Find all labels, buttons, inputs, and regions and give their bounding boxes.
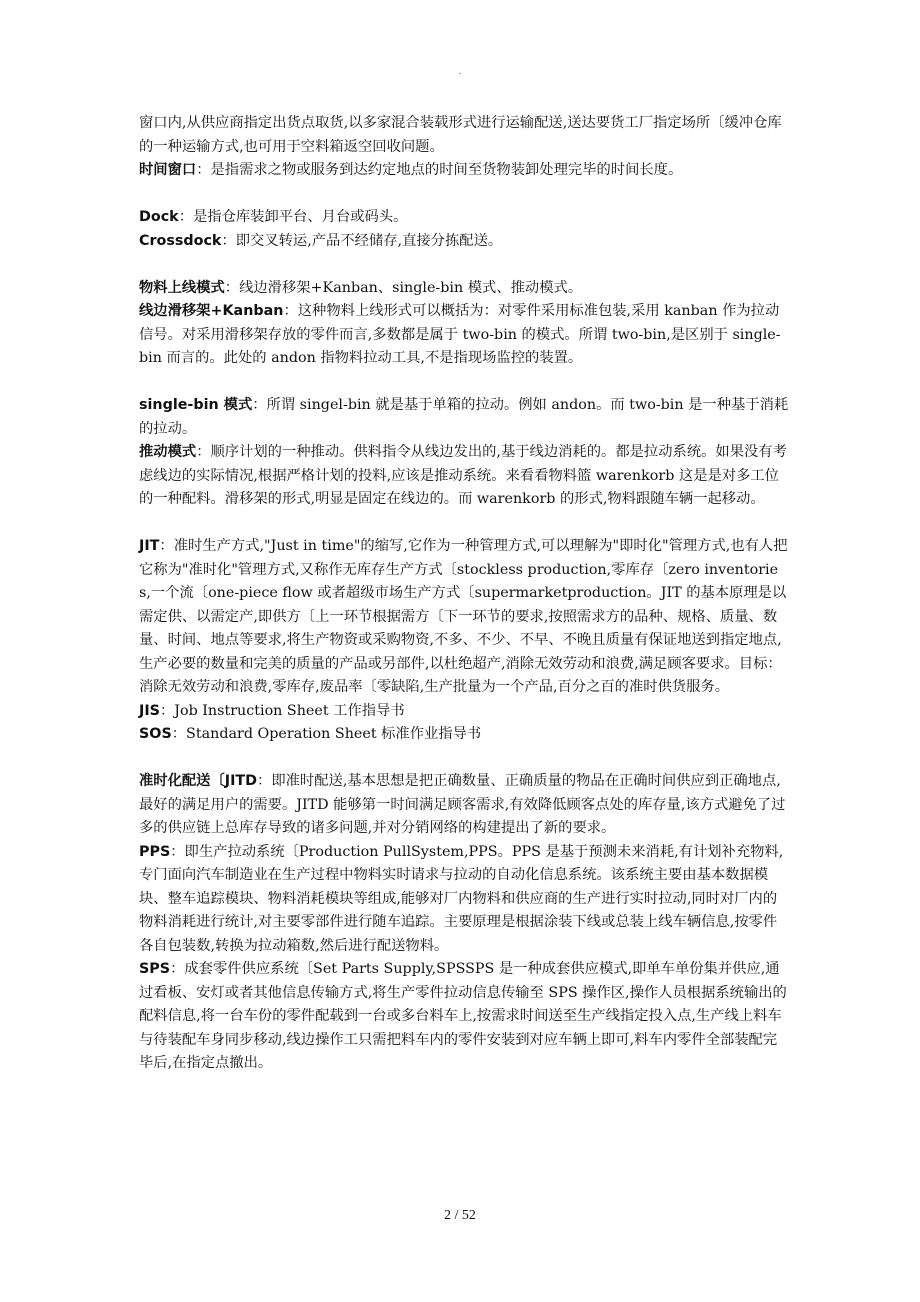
- definition-text: ：即交叉转运,产品不经储存,直接分拣配送。: [221, 232, 503, 249]
- definition-term: 线边滑移架+Kanban: [139, 303, 284, 319]
- definition-term: Crossdock: [139, 232, 222, 249]
- paragraph-gap: [139, 183, 789, 207]
- paragraph: [139, 841, 789, 959]
- definition-text: ：所谓 singel-bin 就是基于单箱的拉动。例如 andon。而 two-bin 是一种基于消耗的拉动。: [139, 397, 789, 437]
- paragraph: [139, 230, 789, 254]
- page-number: 2 / 52: [444, 1208, 476, 1223]
- definition-term: PPS: [139, 843, 171, 860]
- definition-term: single-bin 模式: [139, 397, 253, 413]
- header-mark: .: [458, 66, 462, 77]
- definition-term: 物料上线模式: [139, 279, 225, 296]
- paragraph: [139, 535, 789, 700]
- paragraph: [139, 159, 789, 183]
- paragraph: [139, 723, 789, 747]
- definition-text: 窗口内,从供应商指定出货点取货,以多家混合装载形式进行运输配送,送达要货工厂指定场所〔缓冲仓库的一种运输方式,也可用于空料箱返空回收问题。: [139, 115, 782, 155]
- definition-term: SOS: [139, 726, 172, 742]
- paragraph: [139, 206, 789, 230]
- definition-term: JIT: [139, 538, 160, 554]
- definition-text: ：准时生产方式,"Just in time"的缩写,它作为一种管理方式,可以理解为"即时化"管理方式,也有人把它称为"准时化"管理方式,又称作无库存生产方式〔stockless production,零库存〔zero inventories,一个流〔one-piece flow 或者超级市场生产方式〔supermarketproduction。JIT 的基本原理是以需定供、以需定产,即供方〔上一环节根据需方〔下一环节的要求,按照需求方的品种、规格、质量、数量、时间、地点等要求,将生产物资或采购物资,不多、不少、不早、不晚且质量有保证地送到指定地点,生产必要的数量和完美的质量的产品或另部件,以杜绝超产,消除无效劳动和浪费,满足顾客要求。目标：消除无效劳动和浪费,零库存,废品率〔零缺陷,生产批量为一个产品,百分之百的准时供货服务。: [139, 538, 788, 695]
- paragraph: [139, 958, 789, 1076]
- definition-text: ：即生产拉动系统〔Production PullSystem,PPS。PPS 是基于预测未来消耗,有计划补充物料,专门面向汽车制造业在生产过程中物料实时请求与拉动的自动化信息系统。该系统主要由基本数据模块、整车追踪模块、物料消耗模块等组成,能够对厂内物料和供应商的生产进行实时拉动,同时对厂内的物料消耗进行统计,对主要零部件进行随车追踪。主要原理是根据涂装下线或总装上线车辆信息,按零件各自包装数,转换为拉动箱数,然后进行配送物料。: [139, 843, 784, 954]
- definition-term: 准时化配送〔JITD: [139, 773, 258, 789]
- paragraph-gap: [139, 253, 789, 277]
- definition-text: ：线边滑移架+Kanban、single-bin 模式、推动模式。: [224, 279, 583, 296]
- definition-term: JIS: [139, 702, 160, 719]
- paragraph: [139, 277, 789, 301]
- definition-text: ：Job Instruction Sheet 工作指导书: [159, 702, 405, 719]
- definition-text: ：这种物料上线形式可以概括为：对零件采用标准包装,采用 kanban 作为拉动信号。对采用滑移架存放的零件而言,多数都是属于 two-bin 的模式。所谓 two-bin,是区别于 single-bin 而言的。此处的 andon 指物料拉动工具,不是指现场监控的装置。: [139, 303, 781, 366]
- paragraph: [139, 700, 789, 724]
- paragraph-gap: [139, 512, 789, 536]
- definition-term: 推动模式: [139, 444, 197, 460]
- definition-text: ：成套零件供应系统〔Set Parts Supply,SPSSPS 是一种成套供应模式,即单车单份集并供应,通过看板、安灯或者其他信息传输方式,将生产零件拉动信息传输至 SPS 操作区,操作人员根据系统输出的配料信息,将一台车份的零件配载到一台或多台料车上,按需求时间送至生产线指定投入点,生产线上料车与待装配车身同步移动,线边操作工只需把料车内的零件安装到对应车辆上即可,料车内零件全部装配完毕后,在指定点撤出。: [139, 961, 787, 1071]
- paragraph: [139, 441, 789, 512]
- definition-text: ：顺序计划的一种推动。供料指令从线边发出的,基于线边消耗的。都是拉动系统。如果没有考虑线边的实际情况,根据严格计划的投料,应该是推动系统。来看看物料篮 warenkorb 这是是对多工位的一种配料。滑移架的形式,明显是固定在线边的。而 warenkorb 的形式,物料跟随车辆一起移动。: [139, 444, 787, 507]
- definition-text: ：即准时配送,基本思想是把正确数量、正确质量的物品在正确时间供应到正确地点,最好的满足用户的需要。JITD 能够第一时间满足顾客需求,有效降低顾客点处的库存量,该方式避免了过多的供应链上总库存导致的诸多问题,并对分销网络的构建提出了新的要求。: [139, 773, 786, 836]
- paragraph: [139, 300, 789, 371]
- paragraph: [139, 394, 789, 441]
- document-body: [139, 112, 789, 1076]
- definition-term: 时间窗口: [139, 162, 197, 178]
- paragraph: [139, 770, 789, 841]
- definition-text: ：是指需求之物或服务到达约定地点的时间至货物装卸处理完毕的时间长度。: [196, 162, 683, 178]
- paragraph-gap: [139, 747, 789, 771]
- paragraph-gap: [139, 371, 789, 395]
- paragraph: [139, 112, 789, 159]
- definition-term: Dock: [139, 209, 179, 225]
- definition-term: SPS: [139, 961, 171, 977]
- definition-text: ：Standard Operation Sheet 标准作业指导书: [171, 726, 482, 742]
- definition-text: ：是指仓库装卸平台、月台或码头。: [178, 209, 408, 225]
